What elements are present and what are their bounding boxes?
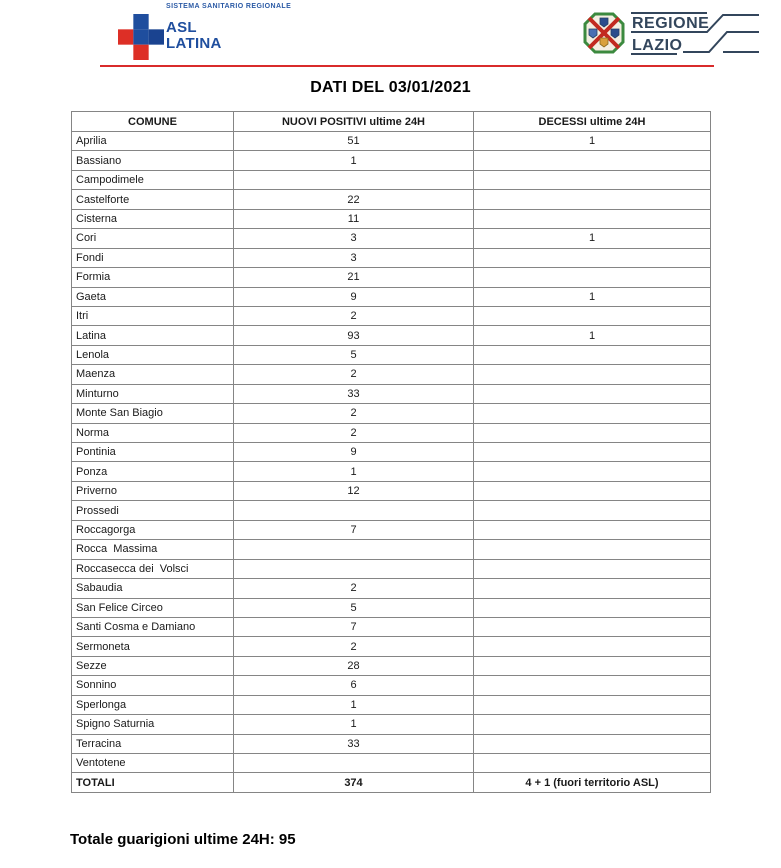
lazio-text: LAZIO (632, 37, 683, 54)
table-row (72, 209, 711, 228)
positivi-cell: 2 (234, 306, 474, 325)
positivi-cell: 5 (234, 345, 474, 364)
comune-cell: Itri (72, 306, 234, 325)
decessi-cell (474, 656, 711, 675)
positivi-cell: 22 (234, 190, 474, 209)
positivi-cell: 33 (234, 734, 474, 753)
table-row (72, 734, 711, 753)
positivi-cell: 12 (234, 481, 474, 500)
table-row (72, 715, 711, 734)
positivi-cell: 6 (234, 676, 474, 695)
decessi-cell (474, 151, 711, 170)
positivi-cell: 3 (234, 248, 474, 267)
comune-cell: Sonnino (72, 676, 234, 695)
sistema-sanitario-label: SISTEMA SANITARIO REGIONALE (166, 3, 292, 10)
regione-lazio-wordmark (631, 12, 761, 56)
comune-cell: Bassiano (72, 151, 234, 170)
decessi-cell: 1 (474, 287, 711, 306)
positivi-cell: 7 (234, 617, 474, 636)
latina-line: LATINA (166, 35, 222, 52)
comune-cell: Roccagorga (72, 520, 234, 539)
comune-cell: Campodimele (72, 170, 234, 189)
comune-cell: Cisterna (72, 209, 234, 228)
decessi-cell (474, 676, 711, 695)
table-row (72, 365, 711, 384)
comune-cell: Cori (72, 229, 234, 248)
comune-cell: Formia (72, 268, 234, 287)
positivi-cell (234, 540, 474, 559)
regione-lazio-crest-icon (583, 12, 625, 54)
decessi-cell (474, 384, 711, 403)
positivi-cell: 93 (234, 326, 474, 345)
positivi-cell: 9 (234, 443, 474, 462)
decessi-cell (474, 579, 711, 598)
comune-cell: Norma (72, 423, 234, 442)
asl-line: ASL (166, 19, 197, 36)
table-body (72, 132, 711, 773)
table-row (72, 481, 711, 500)
table-row (72, 676, 711, 695)
medical-cross-icon (118, 14, 164, 60)
positivi-cell: 33 (234, 384, 474, 403)
decessi-cell (474, 209, 711, 228)
positivi-cell: 9 (234, 287, 474, 306)
positivi-cell: 2 (234, 404, 474, 423)
table-row (72, 462, 711, 481)
table-row (72, 326, 711, 345)
comune-cell: Prossedi (72, 501, 234, 520)
positivi-cell: 51 (234, 132, 474, 151)
comune-cell: Pontinia (72, 443, 234, 462)
table-row (72, 268, 711, 287)
comune-cell: Priverno (72, 481, 234, 500)
column-header-nuovi-positivi: NUOVI POSITIVI ultime 24H (234, 112, 474, 132)
table-row (72, 190, 711, 209)
decessi-cell (474, 598, 711, 617)
decessi-cell (474, 481, 711, 500)
comune-cell: Maenza (72, 365, 234, 384)
comune-cell: Castelforte (72, 190, 234, 209)
asl-latina-logo-text (166, 20, 222, 52)
decessi-cell (474, 268, 711, 287)
comune-cell: Sezze (72, 656, 234, 675)
decessi-cell (474, 443, 711, 462)
totals-row (72, 773, 711, 792)
decessi-cell: 1 (474, 229, 711, 248)
table-row (72, 520, 711, 539)
comune-cell: Minturno (72, 384, 234, 403)
table-row (72, 656, 711, 675)
totals-decessi: 4 + 1 (fuori territorio ASL) (474, 773, 711, 792)
comune-cell: Sabaudia (72, 579, 234, 598)
totals-label: TOTALI (72, 773, 234, 792)
page-title: DATI DEL 03/01/2021 (310, 79, 471, 96)
comune-cell: Spigno Saturnia (72, 715, 234, 734)
decessi-cell (474, 365, 711, 384)
comune-cell: Terracina (72, 734, 234, 753)
decessi-cell (474, 637, 711, 656)
table-row (72, 170, 711, 189)
comune-cell: Monte San Biagio (72, 404, 234, 423)
table-row (72, 306, 711, 325)
positivi-cell (234, 559, 474, 578)
positivi-cell: 1 (234, 462, 474, 481)
table-row (72, 384, 711, 403)
comune-cell: Latina (72, 326, 234, 345)
comune-cell: Santi Cosma e Damiano (72, 617, 234, 636)
table-row (72, 540, 711, 559)
table-row (72, 404, 711, 423)
table-row (72, 423, 711, 442)
positivi-cell: 1 (234, 151, 474, 170)
positivi-cell (234, 501, 474, 520)
positivi-cell: 2 (234, 637, 474, 656)
comune-cell: Fondi (72, 248, 234, 267)
header-divider-line (100, 65, 714, 67)
decessi-cell (474, 617, 711, 636)
table-row (72, 559, 711, 578)
table-row (72, 637, 711, 656)
table-row (72, 229, 711, 248)
column-header-decessi: DECESSI ultime 24H (474, 112, 711, 132)
comune-cell: Ventotene (72, 754, 234, 773)
comune-cell: Aprilia (72, 132, 234, 151)
decessi-cell (474, 754, 711, 773)
regione-lazio-logo (583, 12, 761, 56)
table-row (72, 443, 711, 462)
totals-positivi: 374 (234, 773, 474, 792)
decessi-cell (474, 559, 711, 578)
decessi-cell: 1 (474, 326, 711, 345)
positivi-cell: 7 (234, 520, 474, 539)
covid-data-table (71, 111, 711, 793)
table-row (72, 287, 711, 306)
positivi-cell: 5 (234, 598, 474, 617)
table-row (72, 132, 711, 151)
table-row (72, 695, 711, 714)
table-row (72, 345, 711, 364)
decessi-cell (474, 190, 711, 209)
table-row (72, 598, 711, 617)
decessi-cell (474, 540, 711, 559)
decessi-cell (474, 462, 711, 481)
positivi-cell (234, 754, 474, 773)
positivi-cell: 2 (234, 579, 474, 598)
decessi-cell (474, 423, 711, 442)
table-row (72, 579, 711, 598)
decessi-cell (474, 306, 711, 325)
comune-cell: San Felice Circeo (72, 598, 234, 617)
comune-cell: Ponza (72, 462, 234, 481)
comune-cell: Lenola (72, 345, 234, 364)
decessi-cell (474, 248, 711, 267)
page-header (0, 0, 781, 70)
comune-cell: Gaeta (72, 287, 234, 306)
decessi-cell (474, 170, 711, 189)
positivi-cell: 1 (234, 715, 474, 734)
positivi-cell: 2 (234, 423, 474, 442)
table-row (72, 501, 711, 520)
positivi-cell: 21 (234, 268, 474, 287)
decessi-cell (474, 501, 711, 520)
table-row (72, 617, 711, 636)
decessi-cell (474, 695, 711, 714)
comune-cell: Rocca Massima (72, 540, 234, 559)
comune-cell: Roccasecca dei Volsci (72, 559, 234, 578)
positivi-cell: 3 (234, 229, 474, 248)
regione-text: REGIONE (632, 15, 710, 32)
positivi-cell: 1 (234, 695, 474, 714)
table-row (72, 754, 711, 773)
table-row (72, 248, 711, 267)
positivi-cell (234, 170, 474, 189)
decessi-cell (474, 715, 711, 734)
decessi-cell (474, 520, 711, 539)
decessi-cell (474, 345, 711, 364)
table-row (72, 151, 711, 170)
positivi-cell: 28 (234, 656, 474, 675)
comune-cell: Sermoneta (72, 637, 234, 656)
column-header-comune: COMUNE (72, 112, 234, 132)
positivi-cell: 2 (234, 365, 474, 384)
comune-cell: Sperlonga (72, 695, 234, 714)
table-header-row (72, 112, 711, 132)
decessi-cell (474, 404, 711, 423)
decessi-cell: 1 (474, 132, 711, 151)
decessi-cell (474, 734, 711, 753)
recoveries-note: Totale guarigioni ultime 24H: 95 (70, 831, 296, 848)
positivi-cell: 11 (234, 209, 474, 228)
